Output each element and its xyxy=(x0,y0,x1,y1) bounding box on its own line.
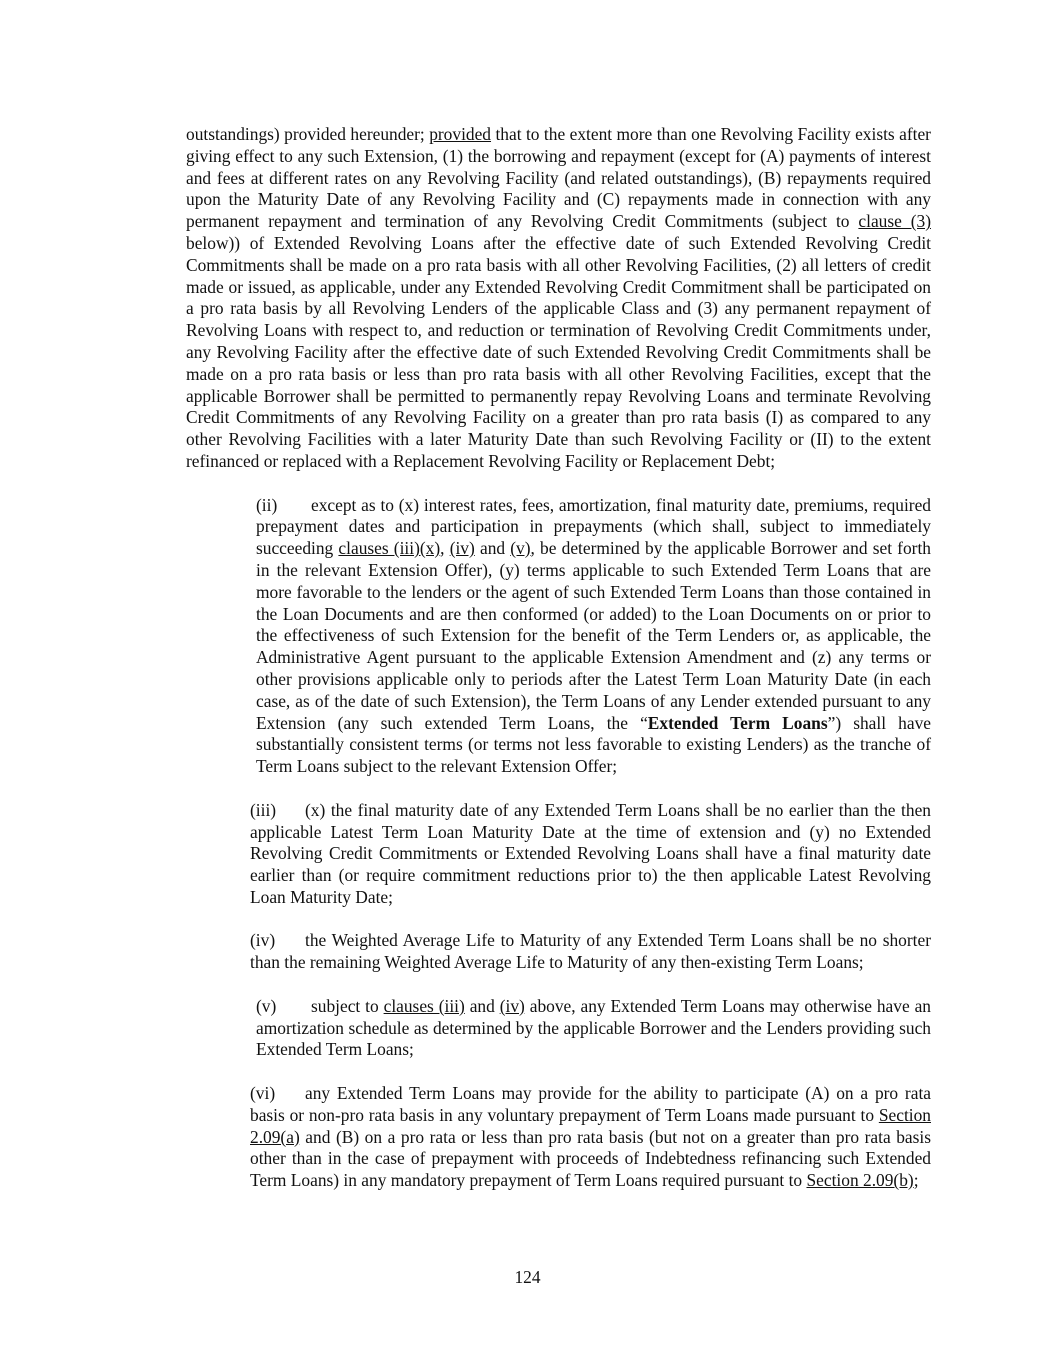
clause-number: (iii) xyxy=(250,799,277,820)
clause-reference: clauses (iii) xyxy=(383,995,465,1016)
clause-iv: (iv) the Weighted Average Life to Maturity of any Extended Term Loans shall be no shorter than the remaining Weighted Average Life to Maturity of any then-existing Term Loans; xyxy=(250,930,931,973)
defined-term: Extended Term Loans xyxy=(647,712,828,733)
clause-vi: (vi) any Extended Term Loans may provide for the ability to participate (A) on a pro rata basis or non-pro rata basis in any voluntary prepayment of Term Loans made pursuant to Section 2.09(a) and (B) on a pro rata or less than pro rata basis (but not on a greater than pro rata basis other than in the case of prepayment with proceeds of Indebtedness refinancing such Extended Term Loans) in any mandatory prepayment of Term Loans required pursuant to Section 2.09(b); xyxy=(250,1083,931,1191)
clause-number: (vi) xyxy=(250,1083,276,1104)
clause-reference: (iv) xyxy=(449,538,475,559)
clause-number: (v) xyxy=(256,995,277,1016)
clause-number: (iv) xyxy=(250,930,276,951)
section-reference: Section 2.09(a) xyxy=(250,1104,931,1147)
section-reference: Section 2.09(b) xyxy=(806,1170,914,1191)
clause-reference: (v) xyxy=(510,538,531,559)
clause-reference: clauses (iii)(x) xyxy=(338,538,441,559)
clause-v: (v) subject to clauses (iii) and (iv) above, any Extended Term Loans may otherwise have an amortization schedule as determined by the applicable Borrower and the Lenders providing such Extended Term Loans; xyxy=(256,995,931,1060)
clause-number: (ii) xyxy=(256,494,278,515)
clause-reference: (iv) xyxy=(499,995,525,1016)
provided-term: provided xyxy=(429,124,492,144)
clause-reference: clause (3) xyxy=(858,211,931,232)
document-page xyxy=(186,124,931,1192)
paragraph-continuation: outstandings) provided hereunder; provided that to the extent more than one Revolving Facility exists after giving effect to any such Extension, (1) the borrowing and repayment (except for (A) payments of interest and fees at different rates on any Revolving Facility (and related outstandings), (B) repayments required upon the Maturity Date of any Revolving Facility and (C) repayments made in connection with any permanent repayment and termination of any Revolving Credit Commitments (subject to clause (3) below)) of Extended Revolving Loans after the effective date of such Extended Revolving Credit Commitments shall be made on a pro rata basis with all other Revolving Facilities, (2) all letters of credit made or issued, as applicable, under any Extended Revolving Credit Commitment shall be participated on a pro rata basis by all Revolving Lenders of the applicable Class and (3) any permanent repayment of Revolving Loans with respect to, and reduction or termination of Revolving Credit Commitments under, any Revolving Facility after the effective date of such Extended Revolving Credit Commitments shall be made on a pro rata basis or less than pro rata basis with all other Revolving Facilities, except that the applicable Borrower shall be permitted to permanently repay Revolving Loans and terminate Revolving Credit Commitments of any Revolving Facility on a greater than pro rata basis (I) as compared to any other Revolving Facilities with a later Maturity Date than such Revolving Facility or (II) to the extent refinanced or replaced with a Replacement Revolving Facility or Replacement Debt; xyxy=(186,124,931,471)
clause-iii: (iii) (x) the final maturity date of any Extended Term Loans shall be no earlier than the then applicable Latest Term Loan Maturity Date at the time of extension and (y) no Extended Revolving Credit Commitments or Extended Revolving Loans shall have a final maturity date earlier than (or require commitment reductions prior to) the then applicable Latest Revolving Loan Maturity Date; xyxy=(250,799,931,907)
page-number: 124 xyxy=(514,1267,541,1287)
clause-ii: (ii) except as to (x) interest rates, fees, amortization, final maturity date, premiums, required prepayment dates and participation in prepayments (which shall, subject to immediately succeeding clauses (iii)(x), (iv) and (v), be determined by the applicable Borrower and set forth in the relevant Extension Offer), (y) terms applicable to such Extended Term Loans that are more favorable to the lenders or the agent of such Extended Term Loans than those contained in the Loan Documents and are then conformed (or added) to the Loan Documents on or prior to the effectiveness of such Extension for the benefit of the Term Lenders or, as applicable, the Administrative Agent pursuant to the applicable Extension Amendment and (z) any terms or other provisions applicable only to periods after the Latest Term Loan Maturity Date (in each case, as of the date of such Extension), the Term Loans of any Lender extended pursuant to any Extension (any such extended Term Loans, the “Extended Term Loans”) shall have substantially consistent terms (or terms not less favorable to existing Lenders) as the tranche of Term Loans subject to the relevant Extension Offer; xyxy=(256,494,931,777)
